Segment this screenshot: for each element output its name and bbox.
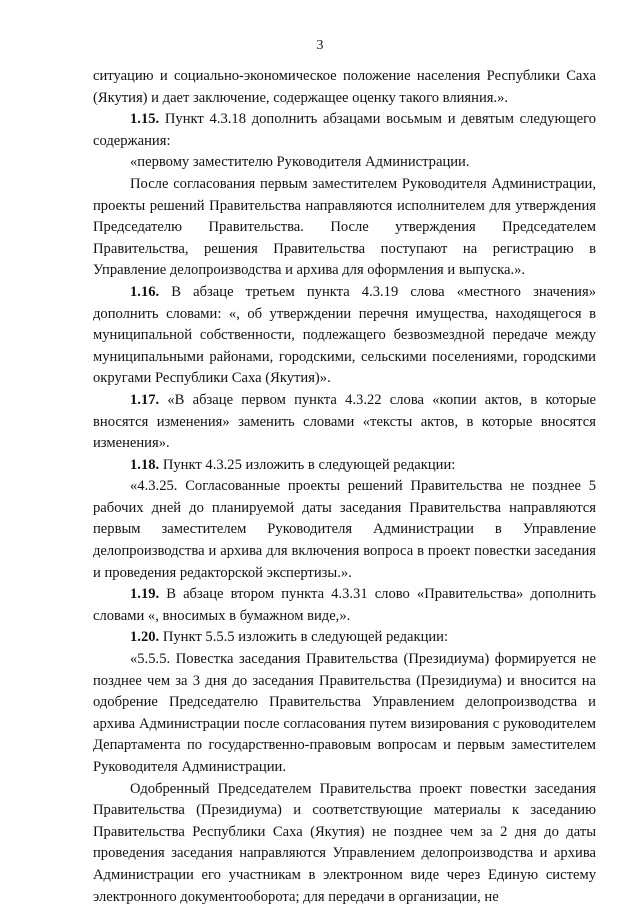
paragraph-1-18 (93, 455, 596, 477)
clause-number: 1.15. (130, 111, 160, 128)
page-number: 3 (316, 38, 324, 53)
paragraph-text: Пункт 5.5.5 изложить в следующей редакции: (159, 629, 449, 646)
paragraph-text: Одобренный Председателем Правительства проект повестки заседания Правительства (Президиума) и соответствующие материалы к заседанию Правительства Республики Саха (Якутия) не позднее чем за 2 дня до даты проведения заседания направляются Управлением делопроизводства и архива Администрации его участникам в электронном виде через Единую систему электронного документооборота; для передачи в организации, не (93, 780, 596, 905)
paragraph-approval (93, 174, 596, 282)
clause-number: 1.19. (130, 586, 160, 603)
clause-number: 1.17. (130, 391, 160, 408)
clause-number: 1.18. (130, 456, 160, 473)
paragraph-text: В абзаце втором пункта 4.3.31 слово «Правительства» дополнить словами «, вносимых в бумажном виде,». (93, 586, 596, 624)
paragraph-1-17 (93, 390, 596, 455)
paragraph-text: В абзаце третьем пункта 4.3.19 слова «местного значения» дополнить словами: «, об утверждении перечня имущества, находящегося в муниципальной собственности, подлежащего безвозмездной передаче между муниципальными районами, городскими, сельскими поселениями, городскими округами Республики Саха (Якутия)». (93, 283, 596, 387)
paragraph-quote-start (93, 152, 596, 174)
paragraph-1-20 (93, 627, 596, 649)
paragraph-1-15 (93, 109, 596, 152)
paragraph-text: «первому заместителю Руководителя Администрации. (130, 154, 470, 171)
paragraph-text: Пункт 4.3.25 изложить в следующей редакции: (159, 456, 456, 473)
paragraph-text: «В абзаце первом пункта 4.3.22 слова «копии актов, в которые вносятся изменения» заменить словами «тексты актов, в которые вносятся изменения». (93, 391, 596, 452)
paragraph-text: «4.3.25. Согласованные проекты решений Правительства не позднее 5 рабочих дней до планируемой даты заседания Правительства направляются первым заместителем Руководителя Администрации в Управление делопроизводства и архива для включения вопроса в проект повестки заседания и проведения редакторской экспертизы.». (93, 478, 596, 581)
paragraph-text: «5.5.5. Повестка заседания Правительства (Президиума) формируется не позднее чем за 3 дня до заседания Правительства (Президиума) и вносится на одобрение Председателю Правительства Управлением делопроизводства и архива Администрации после согласования путем визирования с руководителем Департамента по государственно-правовым вопросам и первым заместителем Руководителя Администрации. (93, 651, 596, 775)
paragraph-1-19 (93, 584, 596, 627)
paragraph-1-16 (93, 282, 596, 390)
document-body (93, 66, 596, 908)
paragraph-approved-agenda (93, 779, 596, 908)
clause-number: 1.16. (130, 283, 160, 300)
clause-number: 1.20. (130, 629, 160, 646)
paragraph-text: ситуацию и социально-экономическое положение населения Республики Саха (Якутия) и дает заключение, содержащее оценку такого влияния.». (93, 68, 596, 106)
paragraph-text: После согласования первым заместителем Руководителя Администрации, проекты решений Правительства направляются исполнителем для утверждения Председателю Правительства. После утверждения Председателем Правительства, решения Правительства поступают на регистрацию в Управление делопроизводства и архива для оформления и выпуска.». (93, 175, 596, 279)
paragraph-4-3-25 (93, 476, 596, 584)
paragraph-text: Пункт 4.3.18 дополнить абзацами восьмым и девятым следующего содержания: (93, 111, 596, 149)
paragraph-continuation (93, 66, 596, 109)
paragraph-5-5-5 (93, 649, 596, 779)
